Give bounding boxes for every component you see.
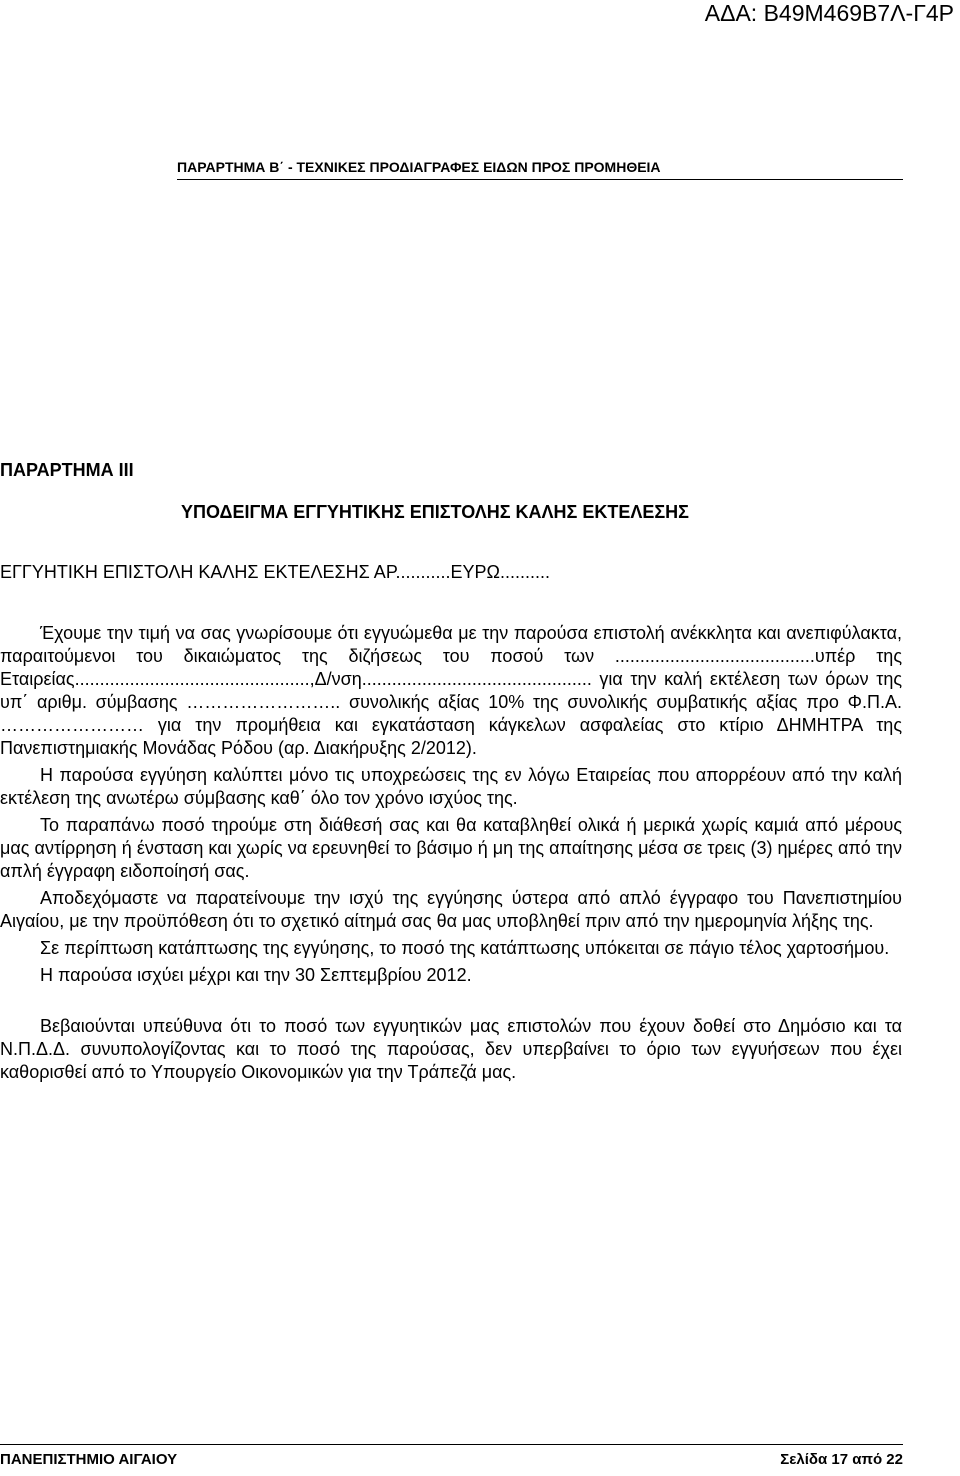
letter-body	[0, 622, 902, 1088]
paragraph-coverage: Η παρούσα εγγύηση καλύπτει μόνο τις υποχρεώσεις της εν λόγω Εταιρείας που απορρέουν από την καλή εκτέλεση της ανωτέρω σύμβασης καθ΄ όλο τον χρόνο ισχύος της.	[0, 765, 902, 808]
header-title: ΠΑΡΑΡΤΗΜΑ Β΄ - ΤΕΧΝΙΚΕΣ ΠΡΟΔΙΑΓΡΑΦΕΣ ΕΙΔΩΝ ΠΡΟΣ ΠΡΟΜΗΘΕΙΑ	[177, 159, 661, 175]
paragraph-certification: Βεβαιούνται υπεύθυνα ότι το ποσό των εγγυητικών μας επιστολών που έχουν δοθεί στο Δημόσιο και τα Ν.Π.Δ.Δ. συνυπολογίζοντας και το ποσό της παρούσας, δεν υπερβαίνει το όριο των εγγυήσεων που έχει καθορισθεί από το Υπουργείο Οικονομικών για την Τράπεζά μας.	[0, 1016, 902, 1082]
header-divider	[177, 179, 903, 180]
document-subtitle: ΥΠΟΔΕΙΓΜΑ ΕΓΓΥΗΤΙΚΗΣ ΕΠΙΣΤΟΛΗΣ ΚΑΛΗΣ ΕΚΤΕΛΕΣΗΣ	[181, 502, 689, 522]
footer-divider	[0, 1444, 903, 1445]
paragraph-payment: Το παραπάνω ποσό τηρούμε στη διάθεσή σας και θα καταβληθεί ολικά ή μερικά χωρίς καμιά από μέρους μας αντίρρηση ή ένσταση και χωρίς να ερευνηθεί το βάσιμο ή μη της απαίτησης μέσα σε τρεις (3) ημέρες από την απλή έγγραφη ειδοποίησή σας.	[0, 815, 902, 881]
paragraph-guarantee: Έχουμε την τιμή να σας γνωρίσουμε ότι εγγυώμεθα με την παρούσα επιστολή ανέκκλητα και ανεπιφύλακτα, παραιτούμενοι του δικαιώματος της διζήσεως του ποσού των ........................................υπέρ της Εταιρείας...............................................,Δ/νση.............................................. για την καλή εκτέλεση των όρων της υπ΄ αριθμ. σύμβασης …………………….. συνολικής αξίας 10% της συνολικής συμβατικής αξίας προ Φ.Π.Α. …………………… για την προμήθεια και εγκατάσταση κάγκελων ασφαλείας στο κτίριο ΔΗΜΗΤΡΑ της Πανεπιστημιακής Μονάδας Ρόδου (αρ. Διακήρυξης 2/2012).	[0, 623, 902, 758]
footer-page-number: Σελίδα 17 από 22	[780, 1451, 903, 1468]
ada-code: ΑΔΑ: Β49Μ469Β7Λ-Γ4Ρ	[704, 0, 954, 26]
paragraph-validity: Η παρούσα ισχύει μέχρι και την 30 Σεπτεμβρίου 2012.	[40, 965, 472, 985]
annex-title: ΠΑΡΑΡΤΗΜΑ ΙΙΙ	[0, 460, 134, 480]
footer-institution: ΠΑΝΕΠΙΣΤΗΜΙΟ ΑΙΓΑΙΟΥ	[0, 1451, 178, 1468]
paragraph-forfeiture: Σε περίπτωση κατάπτωσης της εγγύησης, το ποσό της κατάπτωσης υπόκειται σε πάγιο τέλος χαρτοσήμου.	[40, 938, 890, 958]
letter-reference-line: ΕΓΓΥΗΤΙΚΗ ΕΠΙΣΤΟΛΗ ΚΑΛΗΣ ΕΚΤΕΛΕΣΗΣ ΑΡ...........ΕΥΡΩ..........	[0, 562, 551, 582]
paragraph-extension: Αποδεχόμαστε να παρατείνουμε την ισχύ της εγγύησης ύστερα από απλό έγγραφο του Πανεπιστημίου Αιγαίου, με την προϋπόθεση ότι το σχετικό αίτημά σας θα μας υποβληθεί πριν από την ημερομηνία λήξης της.	[0, 888, 902, 931]
